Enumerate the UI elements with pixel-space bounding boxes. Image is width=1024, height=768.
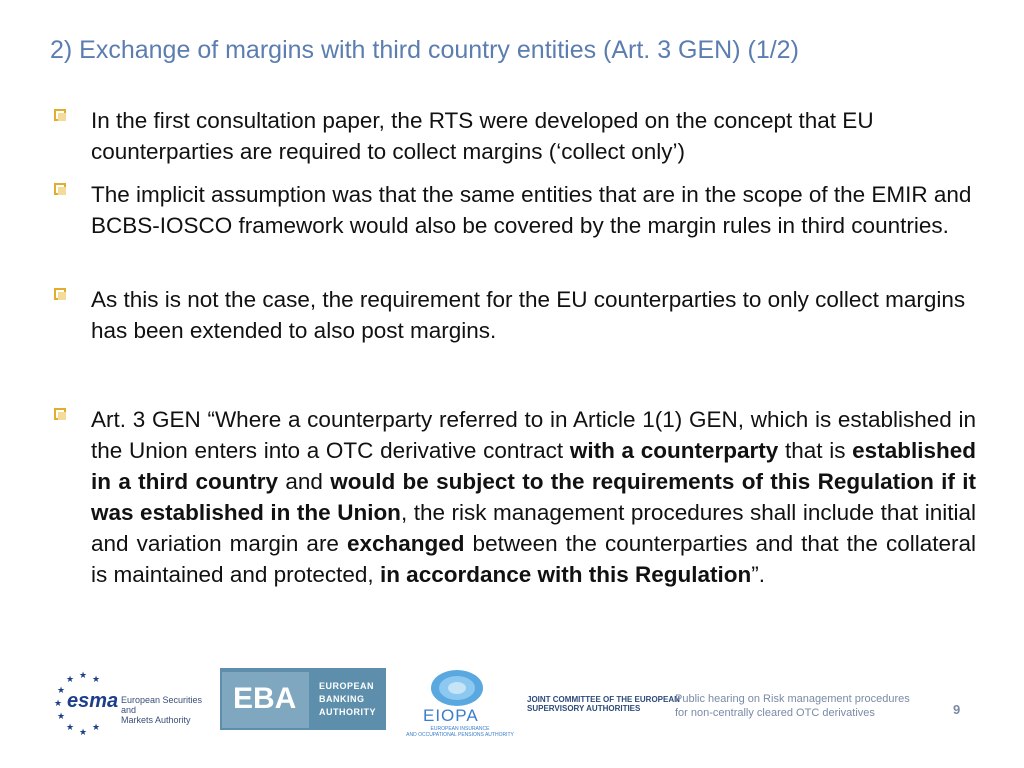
eiopa-name-line: AND OCCUPATIONAL PENSIONS AUTHORITY	[406, 732, 514, 738]
svg-text:★: ★	[57, 686, 66, 696]
svg-text:★: ★	[57, 712, 66, 722]
article-emphasis: exchanged	[346, 531, 465, 556]
hearing-caption	[675, 692, 910, 720]
esma-name	[121, 695, 207, 725]
eiopa-name	[405, 726, 515, 738]
svg-text:★: ★	[66, 675, 75, 685]
article-fragment: between the counterparties and that the collateral is maintained and protected,	[91, 531, 977, 587]
esma-wordmark: esma	[67, 690, 119, 712]
article-fragment: , the risk management procedures shall include that initial and variation margin are	[91, 500, 976, 556]
article-fragment: and	[278, 469, 331, 494]
checkbox-bullet-icon	[54, 109, 66, 121]
article-emphasis: established in a third country	[91, 438, 976, 494]
bullet-text: The implicit assumption was that the same entities that are in the scope of the EMIR and BCBS-IOSCO framework would also be covered by the margin rules in third countries.	[91, 182, 972, 238]
bullet-item	[50, 179, 976, 241]
article-quote	[91, 404, 976, 590]
bullet-text: As this is not the case, the requirement for the EU counterparties to only collect margins has been extended to also post margins.	[91, 287, 966, 343]
eba-name	[319, 680, 376, 719]
article-emphasis: in accordance with this Regulation	[379, 562, 752, 587]
joint-line: JOINT COMMITTEE OF THE EUROPEAN	[527, 695, 680, 704]
esma-name-line: European Securities and	[121, 695, 203, 715]
eiopa-wordmark: EIOPA	[423, 706, 479, 725]
article-emphasis: with a counterparty	[569, 438, 779, 463]
article-emphasis: would be subject to the requirements of this Regulation if it was established in the Union	[91, 469, 976, 525]
bullet-item	[50, 284, 976, 346]
svg-text:★: ★	[54, 699, 63, 709]
article-fragment: Art. 3 GEN “Where a counterparty referred to in Article 1(1) GEN, which is established in the Union enters into a OTC derivative contract	[91, 407, 976, 463]
eba-name-line: AUTHORITY	[319, 707, 376, 717]
svg-text:★: ★	[92, 723, 101, 733]
esma-name-line: Markets Authority	[121, 715, 191, 725]
slide-title: 2) Exchange of margins with third country entities (Art. 3 GEN) (1/2)	[50, 36, 799, 64]
svg-text:★: ★	[79, 728, 88, 736]
svg-text:★: ★	[66, 723, 75, 733]
hearing-line: for non-centrally cleared OTC derivatives	[675, 707, 875, 719]
joint-line: SUPERVISORY AUTHORITIES	[527, 704, 641, 713]
eba-logo	[220, 668, 386, 730]
svg-text:★: ★	[79, 671, 88, 681]
eba-name-line: BANKING	[319, 694, 365, 704]
hearing-line: Public hearing on Risk management procedures	[675, 693, 910, 705]
eiopa-emblem-icon	[405, 666, 515, 710]
eba-wordmark: EBA	[233, 682, 297, 715]
checkbox-bullet-icon	[54, 408, 66, 420]
checkbox-bullet-icon	[54, 288, 66, 300]
page-number: 9	[953, 702, 961, 717]
joint-committee-label	[527, 695, 680, 713]
esma-logo	[52, 668, 207, 736]
bullet-text: In the first consultation paper, the RTS were developed on the concept that EU counterparties are required to collect margins (‘collect only’)	[91, 108, 874, 164]
article-fragment: ”.	[751, 562, 765, 587]
bullet-item	[50, 105, 976, 167]
eiopa-logo	[405, 666, 515, 738]
checkbox-bullet-icon	[54, 183, 66, 195]
article-fragment: that is	[778, 438, 853, 463]
eba-name-line: EUROPEAN	[319, 681, 375, 691]
svg-text:★: ★	[92, 675, 101, 685]
eiopa-name-line: EUROPEAN INSURANCE	[430, 726, 490, 732]
article-bullet	[50, 404, 976, 590]
footer	[0, 660, 1024, 768]
